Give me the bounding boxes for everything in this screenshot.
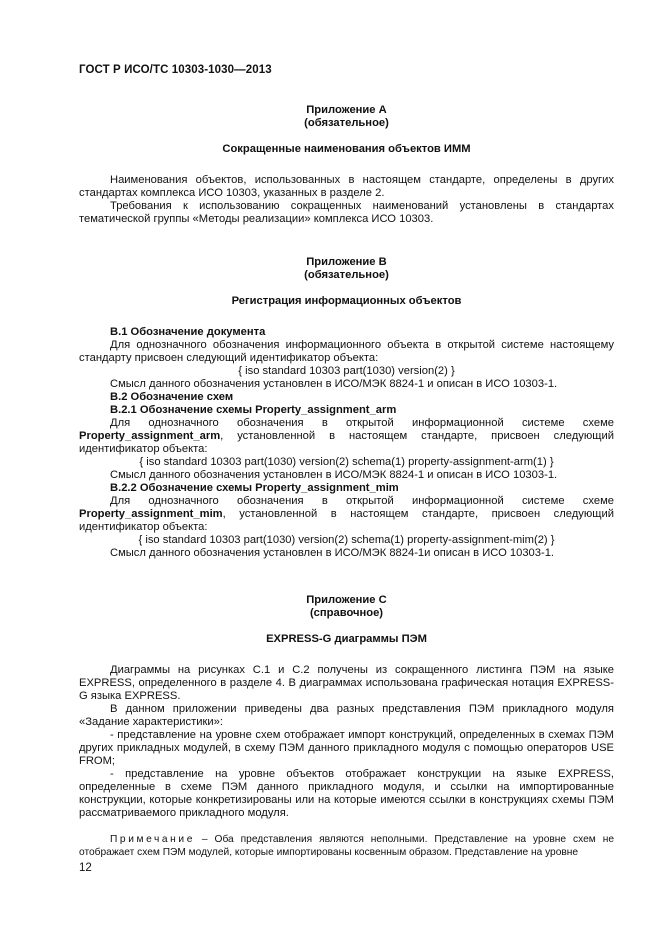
schema-name: Property_assignment_mim — [79, 508, 223, 520]
schema-name: Property_assignment_arm — [79, 430, 221, 442]
section-b1-text: Для однозначного обозначения информационного объекта в открытой системе настоящему стандарту присвоен следующий идентификатор объекта: — [79, 339, 614, 364]
appendix-c-paragraph: Диаграммы на рисунках С.1 и С.2 получены из сокращенного листинга ПЭМ на языке EXPRESS, определенного в разделе 4. В диаграммах использована графическая нотация EXPRESS-G языка EXPRESS. — [79, 664, 614, 702]
note-text: – Оба представления являются неполными. Представление на уровне схем не отображает схем ПЭМ модулей, которые импортированы косвенным образом. Представление на уровне — [79, 834, 614, 858]
appendix-a-paragraph: Требования к использованию сокращенных наименований установлены в стандартах тематической группы «Методы реализации» комплекса ИСО 10303. — [79, 200, 614, 225]
appendix-c-heading: EXPRESS-G диаграммы ПЭМ — [266, 633, 427, 645]
page-number: 12 — [79, 862, 92, 874]
section-b1-identifier: { iso standard 10303 part(1030) version(2) } — [238, 365, 455, 377]
list-item: - представление на уровне схем отображает импорт конструкций, определенных в схемах ПЭМ других прикладных модулей, в схему ПЭМ данного прикладного модуля с помощью операторов USE FROM; — [79, 729, 614, 767]
appendix-c-title: Приложение С — [306, 594, 387, 606]
note — [79, 833, 614, 859]
list-item: - представление на уровне объектов отображает конструкции на языке EXPRESS, определенные в схеме ПЭМ данного прикладного модуля, и ссылки на импортированные конструкции, которые конкретизированы или на которые имеются ссылки в конструкциях схемы ПЭМ рассматриваемого прикладного модуля. — [79, 768, 614, 819]
appendix-b — [79, 256, 614, 560]
appendix-a-status: (обязательное) — [304, 117, 389, 129]
appendix-b-heading: Регистрация информационных объектов — [231, 295, 462, 307]
section-b1-meaning: Смысл данного обозначения установлен в ИСО/МЭК 8824-1 и описан в ИСО 10303-1. — [110, 378, 558, 390]
section-b1-heading: В.1 Обозначение документа — [110, 326, 266, 338]
appendix-a-heading: Сокращенные наименования объектов ИММ — [222, 143, 471, 155]
appendix-a-paragraph: Наименования объектов, использованных в настоящем стандарте, определены в других стандартах комплекса ИСО 10303, указанных в разделе 2. — [79, 174, 614, 199]
appendix-a-title: Приложение А — [306, 104, 387, 116]
section-b22-meaning: Смысл данного обозначения установлен в ИСО/МЭК 8824-1и описан в ИСО 10303-1. — [110, 547, 555, 559]
section-b21-meaning: Смысл данного обозначения установлен в ИСО/МЭК 8824-1 и описан в ИСО 10303-1. — [110, 469, 558, 481]
appendix-b-title: Приложение В — [306, 256, 387, 268]
section-b21-identifier: { iso standard 10303 part(1030) version(2) schema(1) property-assignment-arm(1) } — [139, 456, 554, 468]
appendix-b-status: (обязательное) — [304, 269, 389, 281]
document-header: ГОСТ Р ИСО/ТС 10303-1030—2013 — [79, 64, 272, 76]
appendix-c-status: (справочное) — [309, 607, 384, 619]
page-content — [79, 104, 614, 859]
note-label: Примечание — [110, 834, 195, 845]
section-b2-heading: В.2 Обозначение схем — [110, 391, 234, 403]
section-b21-heading: В.2.1 Обозначение схемы Property_assignment_arm — [110, 404, 397, 416]
section-b22-identifier: { iso standard 10303 part(1030) version(2) schema(1) property-assignment-mim(2) } — [138, 534, 555, 546]
section-b22-text: Для однозначного обозначения в открытой информационной системе схеме Property_assignment_mim, установленной в настоящем стандарте, присвоен следующий идентификатор объекта: — [79, 495, 614, 533]
appendix-c-paragraph: В данном приложении приведены два разных представления ПЭМ прикладного модуля «Задание характеристики»: — [79, 703, 614, 728]
section-b21-text: Для однозначного обозначения в открытой информационной системе схеме Property_assignment_arm, установленной в настоящем стандарте, присвоен следующий идентификатор объекта: — [79, 417, 614, 455]
appendix-a — [79, 104, 614, 226]
appendix-c — [79, 594, 614, 859]
section-b22-heading: В.2.2 Обозначение схемы Property_assignment_mim — [110, 482, 399, 494]
